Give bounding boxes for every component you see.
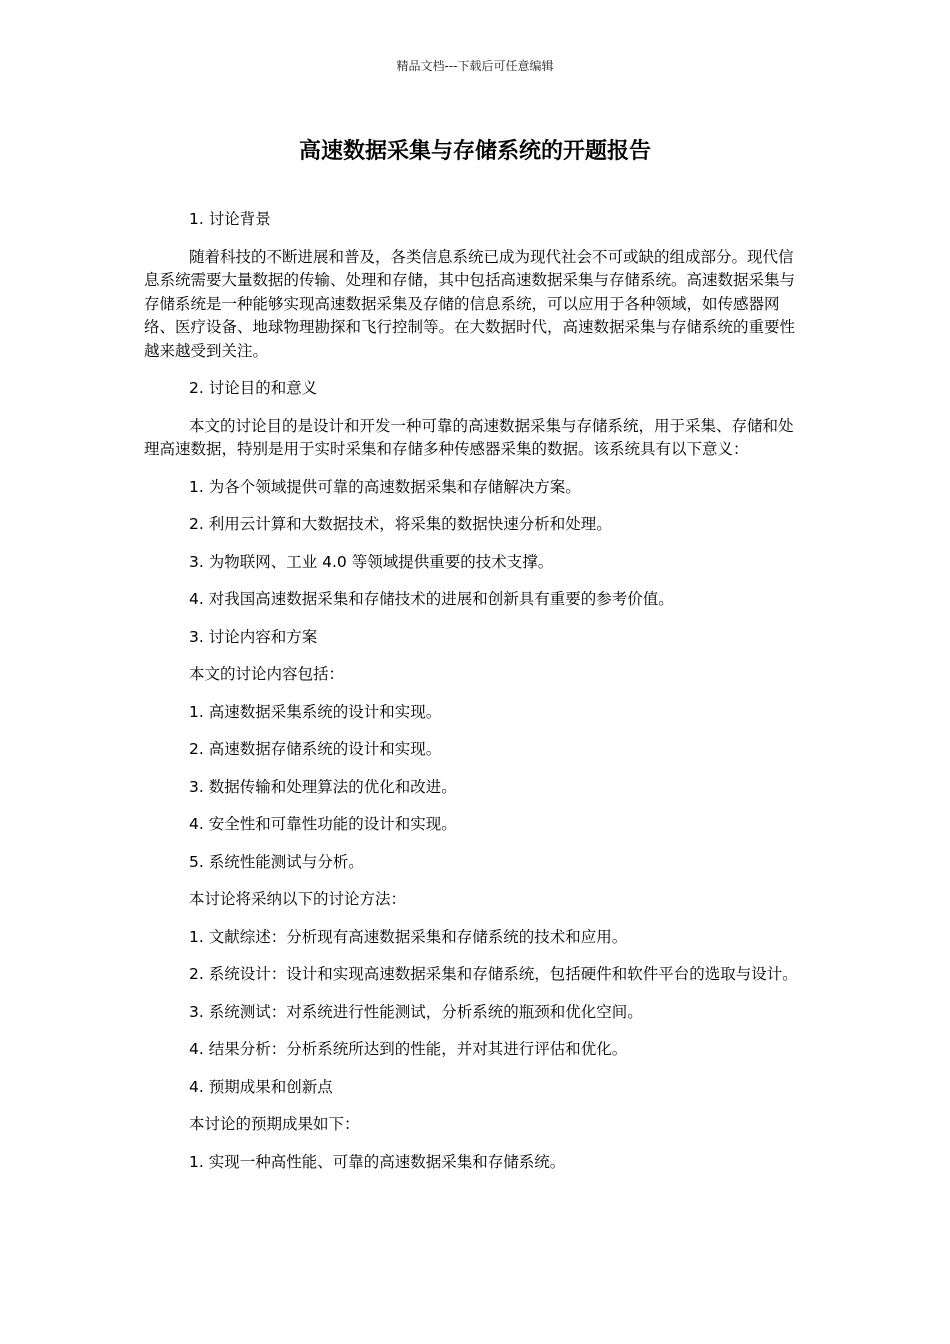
list-item: 3. 数据传输和处理算法的优化和改进。: [189, 777, 457, 796]
section-heading: 2. 讨论目的和意义: [189, 379, 318, 397]
paragraph: 本讨论的预期成果如下：: [189, 1115, 360, 1133]
list-item: 3. 系统测试：对系统进行性能测试，分析系统的瓶颈和优化空间。: [189, 1002, 643, 1021]
document-body: [144, 208, 808, 1188]
list-item: 2. 利用云计算和大数据技术，将采集的数据快速分析和处理。: [189, 515, 612, 533]
section-heading: 1. 讨论背景: [189, 210, 271, 228]
list-item: 5. 系统性能测试与分析。: [189, 852, 364, 871]
paragraph: 随着科技的不断进展和普及，各类信息系统已成为现代社会不可或缺的组成部分。现代信息系统需要大量数据的传输、处理和存储，其中包括高速数据采集与存储系统。高速数据采集与存储系统是一种能够实现高速数据采集及存储的信息系统，可以应用于各种领域，如传感器网络、医疗设备、地球物理勘探和飞行控制等。在大数据时代，高速数据采集与存储系统的重要性越来越受到关注。: [144, 247, 796, 360]
list-item: 1. 文献综述：分析现有高速数据采集和存储系统的技术和应用。: [189, 927, 628, 946]
list-item: 4. 结果分析：分析系统所达到的性能，并对其进行评估和优化。: [189, 1040, 628, 1058]
list-item: 2. 高速数据存储系统的设计和实现。: [189, 740, 442, 758]
list-item: 3. 为物联网、工业 4.0 等领域提供重要的技术支撑。: [189, 552, 554, 571]
section-heading: 4. 预期成果和创新点: [189, 1077, 333, 1096]
list-item: 4. 对我国高速数据采集和存储技术的进展和创新具有重要的参考价值。: [189, 590, 674, 608]
document-title: 高速数据采集与存储系统的开题报告: [298, 139, 651, 164]
list-item: 1. 高速数据采集系统的设计和实现。: [189, 702, 442, 721]
list-item: 4. 安全性和可靠性功能的设计和实现。: [189, 815, 457, 833]
list-item: 1. 实现一种高性能、可靠的高速数据采集和存储系统。: [189, 1152, 566, 1171]
paragraph: 本文的讨论目的是设计和开发一种可靠的高速数据采集与存储系统，用于采集、存储和处理高速数据，特别是用于实时采集和存储多种传感器采集的数据。该系统具有以下意义：: [144, 416, 794, 458]
list-item: 2. 系统设计：设计和实现高速数据采集和存储系统，包括硬件和软件平台的选取与设计。: [189, 965, 798, 983]
paragraph: 本文的讨论内容包括：: [189, 665, 345, 683]
list-item: 1. 为各个领域提供可靠的高速数据采集和存储解决方案。: [189, 477, 581, 496]
header-note: 精品文档---下载后可任意编辑: [396, 59, 554, 73]
section-heading: 3. 讨论内容和方案: [189, 627, 318, 646]
paragraph: 本讨论将采纳以下的讨论方法：: [189, 890, 407, 908]
